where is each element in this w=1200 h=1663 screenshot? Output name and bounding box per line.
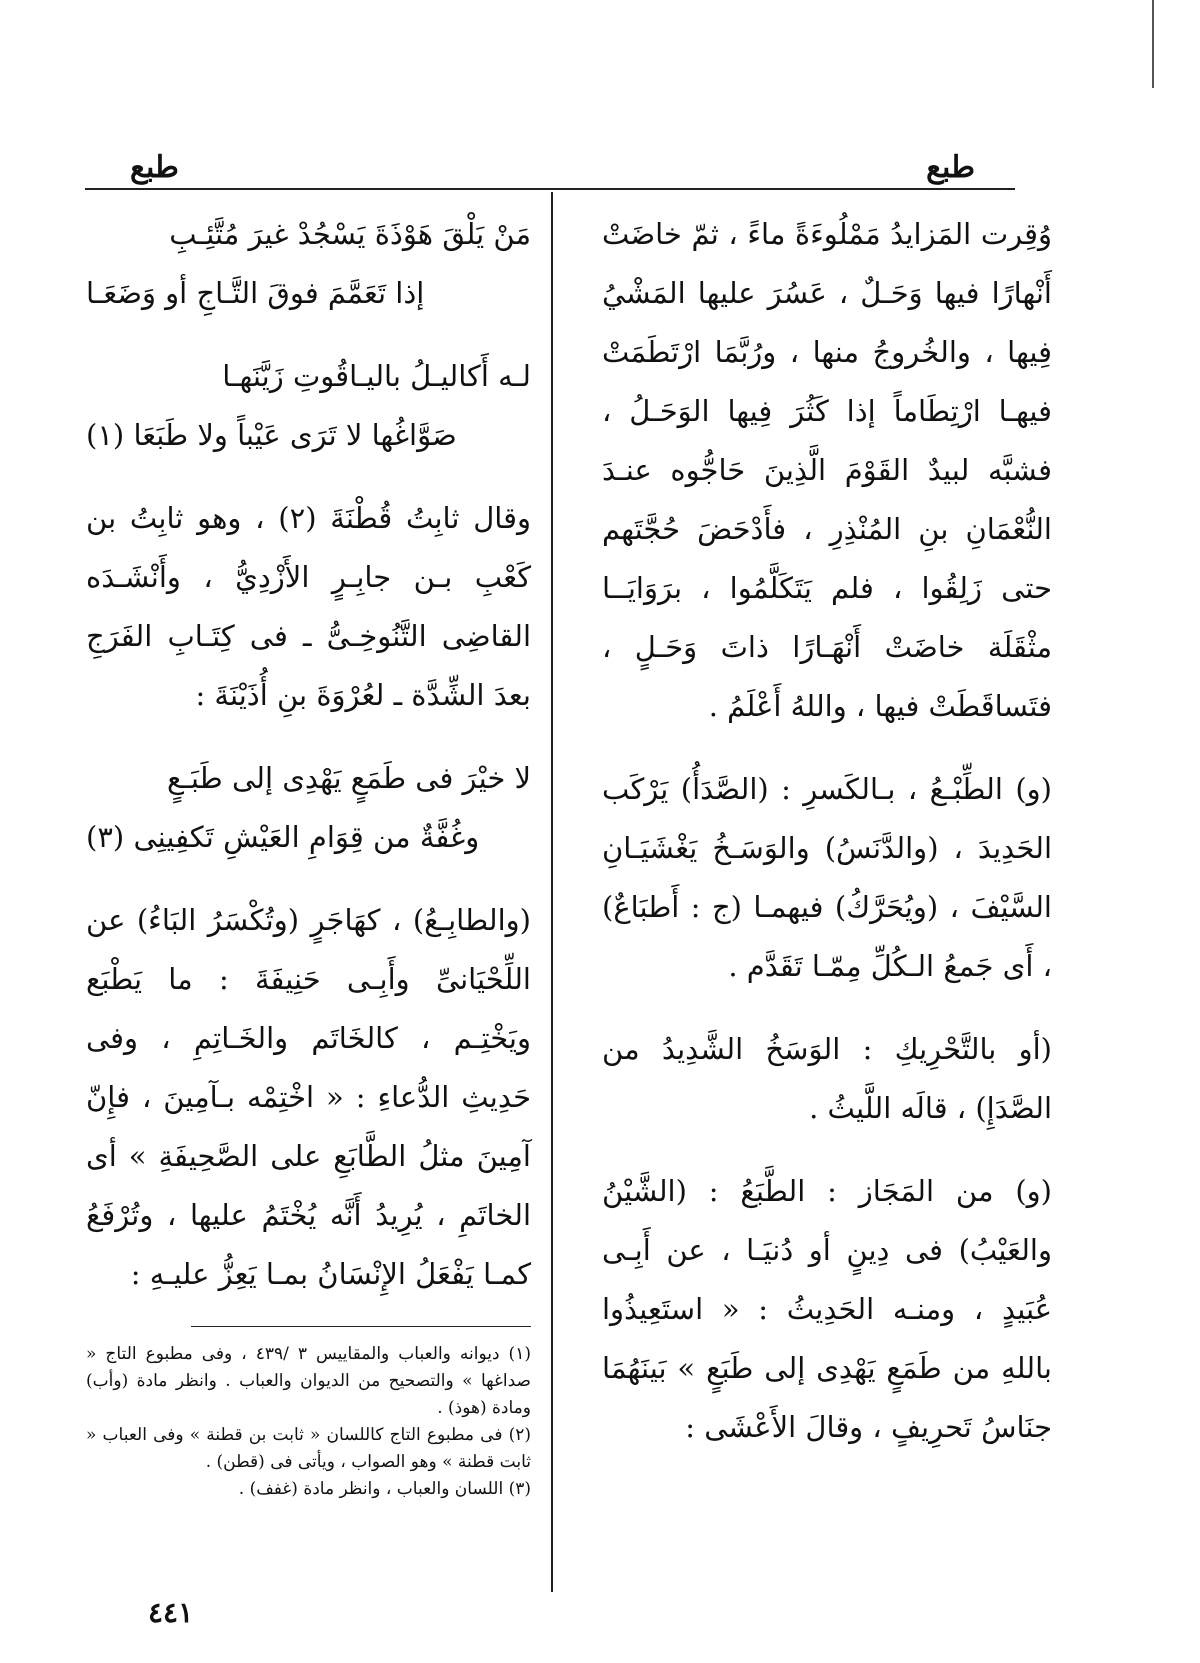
- right-column: [602, 205, 1052, 1457]
- page-edge-mark: [1152, 0, 1154, 88]
- left-paragraph-2: (والطابِـعُ) ، كهَاجَرٍ (وتُكْسَرُ البَاءُ) عن اللِّحْيَانىِّ وأَبِـى حَنِيفَةَ : ما يَطْبَع ويَخْتِـم ، كالخَاتَم والخَـاتِمِ ، وفى حَدِيثِ الدُّعاءِ : « اخْتِمْه بـآمِينَ ، فإِنّ آمِينَ مثلُ الطَّابَعِ على الصَّحِيفَةِ » أى الخاتَمِ ، يُرِيدُ أَنَّه يُخْتَمُ عليها ، وتُرْفَعُ كمـا يَفْعَلُ الإِنْسَانُ بمـا يَعِزُّ عليـهِ :: [86, 903, 531, 1291]
- right-paragraph-2: (و) الطِّبْـعُ ، بـالكَسرِ : (الصَّدَأُ) يَرْكَب الحَدِيدَ ، (والدَّنَسُ) والوَسَـخُ يَغْشَيَـانِ السَّيْفَ ، (ويُحَرَّكُ) فيهمـا (ج : أَطبَاعٌ) ، أَى جَمعُ الـكُلِّ مِمّـا تَقَدَّم .: [602, 772, 1052, 983]
- verse-2-line-1: لـه أَكاليـلُ باليـاقُوتِ زَيَّنَهـا: [222, 359, 531, 393]
- left-column: [86, 205, 531, 1503]
- verse-1-line-2: إذا تَعَمَّمَ فوقَ التَّـاجِ أو وَضَعَـا: [86, 276, 425, 310]
- verse-3-line-1: لا خيْرَ فى طَمَعٍ يَهْدِى إلى طَبَـعٍ: [166, 761, 531, 795]
- footnotes: [86, 1341, 531, 1503]
- header-word-right: طبع: [926, 150, 975, 185]
- header-rule: [85, 188, 1015, 190]
- page-number: ٤٤١: [148, 1596, 194, 1629]
- verse-1-line-1: مَنْ يَلْقَ هَوْذَةَ يَسْجُدْ غيرَ مُتَّئِـبِ: [169, 217, 531, 251]
- right-paragraph-3: (أو بالتَّحْرِيكِ : الوَسَخُ الشَّدِيدُ من الصَّدَإِ) ، قالَه اللَّيثُ .: [602, 1032, 1052, 1125]
- verse-3-line-2: وغُفَّةٌ من قِوَامِ العَيْشِ تَكفِينِى (٣): [86, 820, 480, 854]
- footnote-3: (٣) اللسان والعباب ، وانظر مادة (غفف) .: [238, 1479, 531, 1499]
- footnote-rule: [191, 1326, 531, 1327]
- footnote-1: (١) ديوانه والعباب والمقاييس ٣ /٤٣٩ ، وفى مطبوع التاج « صداغها » والتصحيح من الديوان والعباب . وانظر مادة (وأب) ومادة (هوذ) .: [86, 1344, 531, 1418]
- header-word-left: طبع: [130, 150, 179, 185]
- column-divider: [551, 192, 553, 1592]
- right-paragraph-1: وُقِرت المَزايدُ مَمْلُوءَةً ماءً ، ثمّ خاضَتْ أَنْهارًا فيها وَحَـلٌ ، عَسُرَ عليها المَشْيُ فِيها ، والخُروجُ منها ، ورُبَّمَا ارْتَطَمَتْ فيهـا ارْتِطَاماً إذا كَثُرَ فِيها الوَحَـلُ ، فشبَّه لبيدٌ القَوْمَ الَّذِينَ حَاجُّوه عنـدَ النُّعْمَانِ بنِ المُنْذِرِ ، فأَدْحَضَ حُجَّتَهم حتى زَلِقُوا ، فلم يَتَكَلَّمُوا ، برَوَايَــا مثْقَلَة خاضَتْ أَنْهَـارًا ذاتَ وَحَـلٍ ، فتَساقَطَتْ فيها ، واللهُ أَعْلَمُ .: [602, 217, 1052, 723]
- footnote-2: (٢) فى مطبوع التاج كاللسان « ثابت بن قطنة » وفى العباب « ثابت قطنة » وهو الصواب ، ويأتى فى (قطن) .: [86, 1425, 531, 1472]
- left-paragraph-1: وقال ثابِتُ قُطْنَةَ (٢) ، وهو ثابِتُ بن كَعْبِ بـن جابِـرٍ الأَزْدِيُّ ، وأَنْشَـدَه القاضِى التَّنُوخِـىُّ ـ فى كِتَـابِ الفَرَجِ بعدَ الشِّدَّة ـ لعُرْوَةَ بنِ أُذَيْنَةَ :: [86, 501, 531, 712]
- verse-2-line-2: صَوَّاغُها لا تَرَى عَيْباً ولا طَبَعَا (١): [86, 418, 457, 452]
- right-paragraph-4: (و) من المَجَاز : الطَّبَعُ : (الشَّيْنُ والعَيْبُ) فى دِينٍ أو دُنيَـا ، عن أَبِـى عُبَيدٍ ، ومنـه الحَدِيثُ : « استَعِيذُوا باللهِ من طَمَعٍ يَهْدِى إلى طَبَعٍ » بَينَهُمَا جنَاسُ تَحرِيفٍ ، وقالَ الأَعْشَى :: [602, 1174, 1052, 1444]
